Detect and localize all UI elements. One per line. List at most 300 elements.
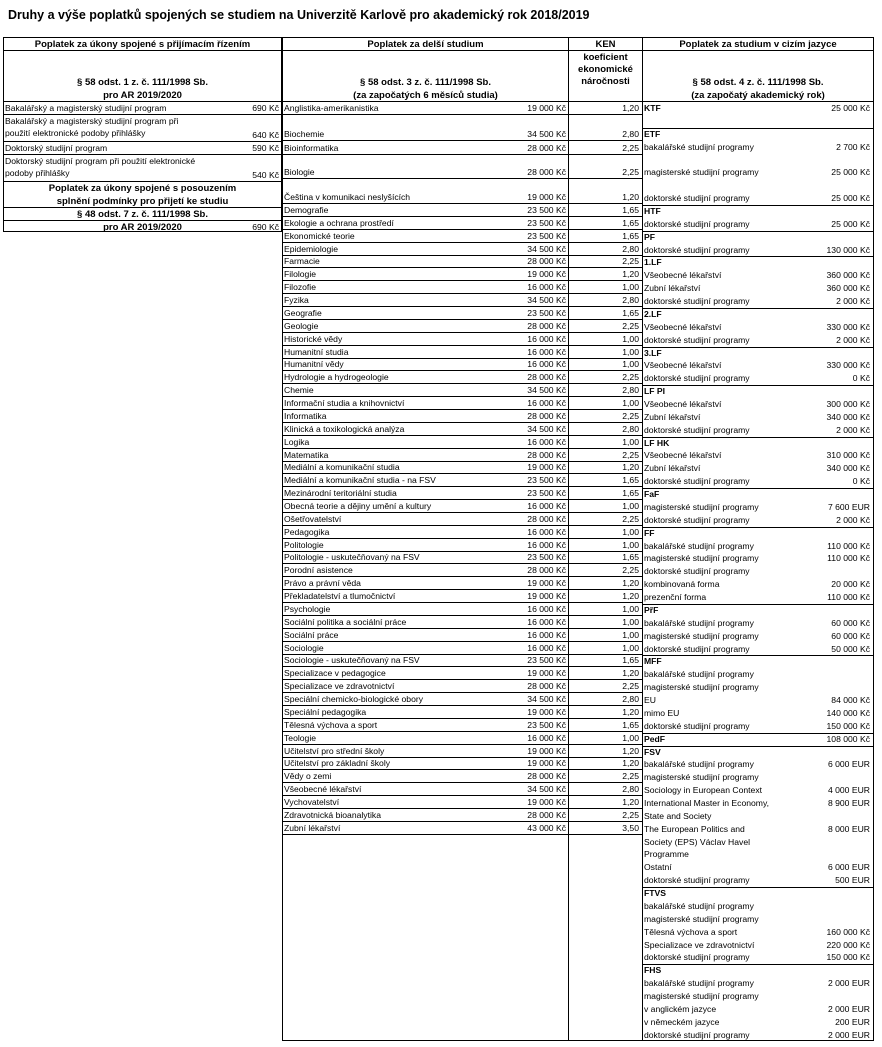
program-name: Epidemiologie [284,243,338,254]
program-fee: 28 000 Kč [527,167,566,177]
foreign-program-fee: 25 000 Kč [831,193,870,204]
faculty-name: PřF [644,604,659,615]
foreign-program-label: doktorské studijní programy [644,514,750,525]
foreign-program-label: Všeobecné lékařství [644,321,722,332]
program-name: Sociologie - uskutečňovaný na FSV [284,655,420,666]
program-fee: 16 000 Kč [527,398,566,409]
program-fee: 28 000 Kč [527,809,566,820]
foreign-program-fee: 110 000 Kč [827,553,870,564]
ken-value: 1,00 [622,501,639,511]
admission-fee-row-value: 590 Kč [252,143,279,153]
foreign-program-label: Sociology in European Context [644,785,763,796]
foreign-program-fee: 8 000 EUR [827,823,870,834]
foreign-program-label: EU [644,695,656,706]
assessment-fee-value: 690 Kč [252,222,279,232]
program-fee: 19 000 Kč [527,668,566,679]
program-name: Demografie [284,205,329,215]
program-name: Biochemie [284,129,325,139]
program-name: Biologie [284,167,315,177]
program-name: Právo a právní věda [284,578,361,589]
ken-value: 1,65 [622,230,639,241]
program-fee: 19 000 Kč [527,578,566,589]
program-name: Zdravotnická bioanalytika [284,809,381,820]
ken-sub-1: koeficient [583,52,628,63]
program-name: Speciální pedagogika [284,706,367,717]
program-fee: 16 000 Kč [527,333,566,344]
program-fee: 23 500 Kč [527,205,566,215]
ken-value: 1,00 [622,603,639,614]
foreign-program-fee: 2 000 Kč [836,296,870,307]
program-fee: 19 000 Kč [527,269,566,280]
program-fee: 28 000 Kč [527,449,566,460]
program-name: Informační studia a knihovnictví [284,398,405,409]
program-name: Učitelství pro střední školy [284,745,385,756]
foreign-program-label: International Master in Economy, [644,797,769,808]
ken-sub-2: ekonomické [578,64,633,75]
foreign-program-fee: 2 000 Kč [836,514,870,525]
foreign-program-label: doktorské studijní programy [644,952,750,963]
ken-value: 1,65 [622,655,639,666]
foreign-program-fee: 2 000 Kč [836,424,870,435]
foreign-program-label: v anglickém jazyce [644,1003,717,1014]
ken-value: 2,25 [622,256,639,267]
faculty-name: PF [644,231,655,242]
page-title: Druhy a výše poplatků spojených se studiem na Univerzitě Karlově pro akademický rok 2018/2019 [8,8,590,22]
foreign-program-fee: 7 600 EUR [827,501,870,512]
ken-sub-3: náročnosti [581,76,630,87]
foreign-program-label: magisterské studijní programy [644,772,759,783]
ken-value: 1,65 [622,205,639,215]
foreign-program-fee: 310 000 Kč [826,450,870,461]
program-name: Pedagogika [284,526,330,537]
admission-fee-table [3,37,282,232]
foreign-program-label: v německém jazyce [644,1016,720,1027]
foreign-program-label: doktorské studijní programy [644,334,750,345]
program-name: Informatika [284,410,327,421]
admission-fee-row-label: Doktorský studijní program [5,143,108,153]
ken-value: 1,00 [622,359,639,370]
faculty-name: MFF [644,656,662,667]
admission-fee-row-label: Bakalářský a magisterský studijní program při [5,116,179,126]
admission-fee-row-value: 690 Kč [252,103,279,113]
foreign-program-label: kombinovaná forma [644,579,720,590]
program-fee: 16 000 Kč [527,526,566,537]
foreign-program-label: doktorské studijní programy [644,218,750,229]
program-name: Bioinformatika [284,143,339,153]
foreign-program-label: Všeobecné lékařství [644,360,722,371]
program-fee: 34 500 Kč [527,694,566,705]
foreign-program-label: Všeobecné lékařství [644,399,722,409]
foreign-program-label: magisterské studijní programy [644,501,759,512]
foreign-program-fee: 4 000 EUR [827,785,870,796]
foreign-program-label: bakalářské studijní programy [644,759,754,770]
foreign-program-fee: 6 000 EUR [827,759,870,770]
admission-fee-row-value: 540 Kč [252,170,279,180]
ken-value: 2,25 [622,372,639,383]
program-fee: 23 500 Kč [527,475,566,486]
ken-value: 1,00 [622,629,639,640]
program-fee: 19 000 Kč [527,758,566,769]
foreign-program-label: mimo EU [644,707,680,718]
ken-value: 1,00 [622,398,639,409]
ken-coefficient-table [568,37,643,1041]
ken-value: 1,00 [622,642,639,653]
admission-fee-header: Poplatek za úkony spojené s přijímacím řízením [34,39,251,50]
foreign-language-fee-table [642,37,874,1041]
foreign-program-label: Tělesná výchova a sport [644,926,738,937]
ken-value: 2,25 [622,809,639,820]
program-fee: 28 000 Kč [527,410,566,421]
program-fee: 16 000 Kč [527,603,566,614]
foreign-program-fee: 20 000 Kč [831,579,870,590]
program-fee: 16 000 Kč [527,732,566,743]
ken-value: 3,50 [622,822,639,833]
program-fee: 28 000 Kč [527,143,566,153]
ken-value: 2,25 [622,167,639,177]
ken-value: 1,65 [622,307,639,318]
foreign-program-fee: 360 000 Kč [826,270,870,281]
admission-fee-row-value: 640 Kč [252,130,279,140]
ken-value: 1,20 [622,192,639,202]
foreign-program-fee: 130 000 Kč [826,244,870,255]
program-fee: 28 000 Kč [527,565,566,576]
program-fee: 19 000 Kč [527,192,566,202]
program-fee: 23 500 Kč [527,217,566,228]
foreign-program-label: State and Society [644,810,712,821]
foreign-program-fee: 0 Kč [852,373,870,384]
foreign-program-label: magisterské studijní programy [644,991,759,1002]
ken-value: 1,20 [622,103,639,113]
program-fee: 16 000 Kč [527,629,566,640]
program-fee: 23 500 Kč [527,719,566,730]
program-fee: 19 000 Kč [527,706,566,717]
ken-value: 1,20 [622,706,639,717]
program-name: Humanitní studia [284,346,349,357]
foreign-program-label: bakalářské studijní programy [644,617,754,628]
foreign-program-fee: 2 000 Kč [836,334,870,345]
program-name: Čeština v komunikaci neslyšících [284,192,411,202]
program-fee: 19 000 Kč [527,591,566,602]
assessment-fee-law: § 48 odst. 7 z. č. 111/1998 Sb. [77,209,208,220]
program-fee: 16 000 Kč [527,539,566,550]
program-name: Geografie [284,307,322,318]
foreign-program-fee: 84 000 Kč [831,695,870,706]
foreign-program-label: magisterské studijní programy [644,553,759,564]
program-name: Filozofie [284,282,316,293]
ken-value: 1,00 [622,436,639,447]
program-name: Sociologie [284,642,324,653]
program-name: Překladatelství a tlumočnictví [284,591,396,602]
program-fee: 16 000 Kč [527,616,566,627]
ken-value: 2,25 [622,143,639,153]
ken-value: 2,80 [622,129,639,139]
program-name: Politologie - uskutečňovaný na FSV [284,552,420,563]
foreign-program-fee: 0 Kč [852,476,870,487]
ken-value: 1,00 [622,333,639,344]
ken-value: 1,00 [622,526,639,537]
program-fee: 16 000 Kč [527,642,566,653]
program-name: Humanitní vědy [284,359,344,370]
foreign-program-label: doktorské studijní programy [644,244,750,255]
foreign-language-note: (za započatý akademický rok) [691,90,825,101]
foreign-program-fee: 2 000 EUR [827,1029,870,1040]
program-fee: 28 000 Kč [527,513,566,524]
program-fee: 16 000 Kč [527,501,566,511]
foreign-program-fee: 8 900 EUR [827,797,870,808]
program-name: Vědy o zemi [284,771,332,782]
program-fee: 43 000 Kč [527,822,566,833]
assessment-fee-header: Poplatek za úkony spojené s posouzením [48,183,237,194]
ken-value: 1,20 [622,269,639,280]
program-fee: 19 000 Kč [527,462,566,473]
foreign-program-label: Zubní lékařství [644,411,701,422]
foreign-program-fee: 2 000 EUR [827,978,870,989]
program-fee: 34 500 Kč [527,385,566,396]
foreign-program-fee: 300 000 Kč [826,399,870,409]
foreign-program-label: doktorské studijní programy [644,424,750,435]
program-name: Fyzika [284,295,309,306]
foreign-program-label: magisterské studijní programy [644,682,759,693]
program-name: Anglistika-amerikanistika [284,103,379,113]
ken-value: 1,20 [622,758,639,769]
foreign-program-fee: 25 000 Kč [831,167,870,178]
extended-study-law: § 58 odst. 3 z. č. 111/1998 Sb. [360,77,491,88]
program-name: Zubní lékařství [284,822,341,833]
foreign-program-label: Všeobecné lékařství [644,270,722,281]
program-name: Porodní asistence [284,565,353,576]
faculty-name: LF PI [644,386,666,397]
extended-study-note: (za započatých 6 měsíců studia) [353,90,498,101]
program-fee: 28 000 Kč [527,681,566,692]
foreign-program-label: doktorské studijní programy [644,643,750,654]
program-fee: 34 500 Kč [527,295,566,306]
foreign-program-fee: 25 000 Kč [831,103,870,113]
ken-value: 2,80 [622,295,639,306]
program-name: Ekologie a ochrana prostředí [284,217,394,228]
admission-fee-row-label: podoby přihlášky [5,168,70,178]
program-name: Tělesná výchova a sport [284,719,378,730]
program-name: Filologie [284,269,317,280]
program-name: Psychologie [284,603,331,614]
ken-value: 2,25 [622,320,639,331]
program-name: Matematika [284,449,329,460]
foreign-program-fee: 200 EUR [835,1016,870,1027]
foreign-program-label: Zubní lékařství [644,463,701,474]
ken-value: 1,20 [622,462,639,473]
foreign-program-label: doktorské studijní programy [644,373,750,384]
foreign-program-label: doktorské studijní programy [644,296,750,307]
ken-value: 1,65 [622,475,639,486]
ken-value: 1,20 [622,591,639,602]
foreign-program-fee: 140 000 Kč [826,707,870,718]
admission-fee-row-label: použití elektronické podoby přihlášky [5,128,146,138]
program-name: Specializace ve zdravotnictví [284,681,395,692]
foreign-program-label: bakalářské studijní programy [644,669,754,680]
foreign-language-law: § 58 odst. 4 z. č. 111/1998 Sb. [692,77,824,88]
foreign-program-label: magisterské studijní programy [644,167,759,178]
program-name: Geologie [284,320,319,331]
program-fee: 23 500 Kč [527,655,566,666]
foreign-program-label: magisterské studijní programy [644,630,759,641]
ken-value: 2,80 [622,243,639,254]
program-fee: 23 500 Kč [527,488,566,499]
foreign-program-label: magisterské studijní programy [644,913,759,924]
foreign-program-fee: 340 000 Kč [826,463,870,474]
assessment-fee-header: splnění podmínky pro přijetí ke studiu [56,196,229,207]
ken-value: 2,25 [622,410,639,421]
foreign-program-label: prezenční forma [644,592,707,603]
foreign-program-fee: 150 000 Kč [826,952,870,963]
foreign-language-header: Poplatek za studium v cizím jazyce [679,39,837,50]
extended-study-header: Poplatek za delší studium [367,39,484,50]
program-fee: 34 500 Kč [527,129,566,139]
admission-fee-row-label: Bakalářský a magisterský studijní program [5,103,167,113]
program-name: Ekonomické teorie [284,230,355,241]
extended-study-fee-table [282,37,569,1041]
foreign-program-label: bakalářské studijní programy [644,978,754,989]
ken-header: KEN [595,39,616,50]
foreign-program-label: doktorské studijní programy [644,193,750,204]
foreign-program-fee: 60 000 Kč [831,617,870,628]
faculty-name: ETF [644,128,661,139]
ken-value: 2,25 [622,513,639,524]
faculty-name: 3.LF [644,347,662,358]
foreign-program-label: doktorské studijní programy [644,476,750,487]
program-name: Specializace v pedagogice [284,668,386,679]
faculty-name: PedF [644,733,666,744]
faculty-name: KTF [644,103,661,113]
faculty-name: FTVS [644,888,666,899]
faculty-name: FHS [644,965,662,976]
program-fee: 23 500 Kč [527,307,566,318]
ken-value: 1,65 [622,719,639,730]
assessment-fee-ar: pro AR 2019/2020 [103,222,182,233]
program-fee: 19 000 Kč [527,745,566,756]
foreign-program-label: doktorské studijní programy [644,566,750,577]
foreign-program-fee: 6 000 EUR [827,862,870,873]
faculty-name: FSV [644,746,661,757]
ken-value: 1,20 [622,797,639,808]
ken-value: 1,00 [622,616,639,627]
program-fee: 16 000 Kč [527,346,566,357]
ken-value: 2,80 [622,694,639,705]
foreign-program-fee: 2 000 EUR [827,1003,870,1014]
foreign-program-fee: 50 000 Kč [831,643,870,654]
program-name: Speciální chemicko-biologické obory [284,694,424,705]
program-fee: 28 000 Kč [527,372,566,383]
ken-value: 2,80 [622,784,639,795]
admission-fee-law: § 58 odst. 1 z. č. 111/1998 Sb. [77,77,208,88]
program-fee: 34 500 Kč [527,423,566,434]
foreign-program-fee: 340 000 Kč [826,411,870,422]
faculty-name: LF HK [644,437,670,448]
ken-value: 1,00 [622,732,639,743]
program-fee: 23 500 Kč [527,552,566,563]
program-name: Sociální práce [284,629,339,640]
program-fee: 16 000 Kč [527,436,566,447]
foreign-program-label: Programme [644,849,689,860]
ken-value: 2,25 [622,771,639,782]
foreign-program-label: Society (EPS) Václav Havel [644,836,751,847]
ken-value: 2,80 [622,385,639,396]
ken-value: 1,00 [622,282,639,293]
program-name: Učitelství pro základní školy [284,758,391,769]
foreign-program-label: bakalářské studijní programy [644,141,754,152]
program-name: Politologie [284,539,324,550]
foreign-program-label: bakalářské studijní programy [644,540,754,551]
foreign-program-fee: 500 EUR [835,875,870,886]
ken-value: 1,00 [622,346,639,357]
faculty-name: FaF [644,489,660,500]
foreign-program-fee: 160 000 Kč [826,926,870,937]
foreign-program-fee: 110 000 Kč [827,592,870,603]
program-name: Mediální a komunikační studia [284,462,400,473]
program-name: Chemie [284,385,314,396]
program-name: Logika [284,436,310,447]
foreign-program-fee: 330 000 Kč [826,360,870,371]
foreign-program-label: Všeobecné lékařství [644,450,722,461]
foreign-program-label: doktorské studijní programy [644,875,750,886]
program-fee: 28 000 Kč [527,771,566,782]
ken-value: 1,20 [622,745,639,756]
program-name: Teologie [284,732,317,743]
program-name: Mezinárodní teritoriální studia [284,488,397,499]
program-fee: 16 000 Kč [527,282,566,293]
foreign-program-label: doktorské studijní programy [644,1029,750,1040]
foreign-program-fee: 330 000 Kč [826,321,870,332]
ken-value: 2,25 [622,565,639,576]
ken-value: 1,00 [622,539,639,550]
program-name: Sociální politika a sociální práce [284,616,407,627]
program-fee: 34 500 Kč [527,784,566,795]
foreign-program-fee: 220 000 Kč [826,939,870,950]
program-name: Všeobecné lékařství [284,784,362,795]
ken-value: 2,25 [622,449,639,460]
foreign-program-fee: 150 000 Kč [826,720,870,731]
foreign-program-label: bakalářské studijní programy [644,900,754,911]
program-fee: 28 000 Kč [527,320,566,331]
program-fee: 23 500 Kč [527,230,566,241]
program-fee: 19 000 Kč [527,103,566,113]
ken-value: 1,65 [622,552,639,563]
admission-fee-ar: pro AR 2019/2020 [103,90,182,101]
foreign-program-fee: 60 000 Kč [831,630,870,641]
program-name: Klinická a toxikologická analýza [284,423,405,434]
program-fee: 28 000 Kč [527,256,566,267]
ken-value: 1,20 [622,668,639,679]
program-name: Obecná teorie a dějiny umění a kultury [284,501,432,511]
ken-value: 2,25 [622,681,639,692]
foreign-program-label: Specializace ve zdravotnictví [644,939,755,950]
foreign-program-label: Ostatní [644,862,672,873]
faculty-name: FF [644,527,655,538]
foreign-program-label: doktorské studijní programy [644,720,750,731]
ken-value: 2,80 [622,423,639,434]
ken-value: 1,65 [622,217,639,228]
foreign-program-fee: 25 000 Kč [831,218,870,229]
program-name: Vychovatelství [284,797,340,808]
ken-value: 1,20 [622,578,639,589]
admission-fee-row-label: Doktorský studijní program při použití elektronické [5,156,196,166]
program-fee: 19 000 Kč [527,797,566,808]
foreign-program-fee: 110 000 Kč [827,540,870,551]
ken-value: 1,65 [622,488,639,499]
faculty-name: 1.LF [644,257,662,268]
program-fee: 16 000 Kč [527,359,566,370]
program-name: Ošetřovatelství [284,513,342,524]
program-name: Farmacie [284,256,320,267]
program-name: Mediální a komunikační studia - na FSV [284,475,436,486]
